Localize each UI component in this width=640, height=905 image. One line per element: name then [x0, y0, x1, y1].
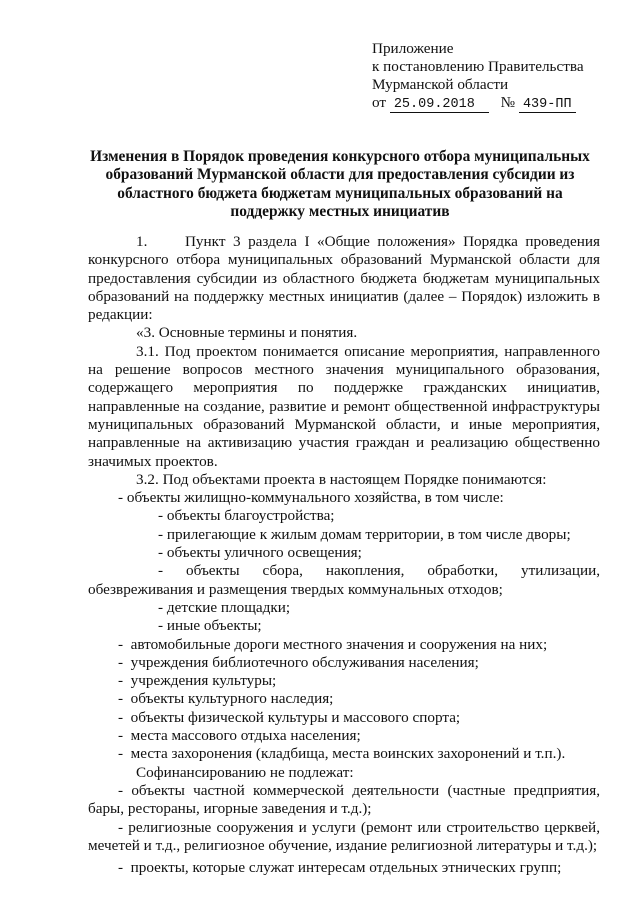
appendix-date-line [372, 94, 584, 114]
list-item-playgrounds: - детские площадки; [158, 598, 291, 616]
list-item-ethnic: - проекты, которые служат интересам отдельных этнических групп; [118, 859, 562, 877]
appendix-line2: к постановлению Правительства [372, 58, 584, 75]
appendix-number: 439-ПП [519, 97, 576, 113]
paragraph-terms: «3. Основные термины и понятия. [136, 324, 358, 342]
list-item-adjacent-territories: - прилегающие к жилым домам территории, в том числе дворы; [158, 525, 571, 543]
paragraph-1: 1. Пункт 3 раздела I «Общие положения» Порядка проведения конкурсного отбора муниципальных образований Мурманской области для предоставления субсидии из областного бюджета бюджетам муниципальных образований на поддержку местных инициатив (далее – Порядок) изложить в редакции: [88, 233, 600, 324]
paragraph-not-cofinanced: Софинансированию не подлежат: [136, 763, 354, 781]
list-item-libraries: - учреждения библиотечного обслуживания населения; [118, 653, 479, 671]
appendix-line1: Приложение [372, 40, 454, 57]
list-item-commercial [88, 782, 600, 819]
list-item-waste: - объекты сбора, накопления, обработки, утилизации, обезвреживания и размещения твердых коммунальных отходов; [88, 562, 600, 598]
list-item-religious: - религиозные сооружения и услуги (ремонт или строительство церквей, мечетей и т.д., религиозное обучение, издание религиозной литературы и т.д.); [88, 818, 600, 854]
list-item-housing: - объекты жилищно-коммунального хозяйства, в том числе: [118, 489, 504, 507]
paragraph-3-1: 3.1. Под проектом понимается описание мероприятия, направленного на решение вопросов местного значения муниципального образования, содержащего мероприятия по поддержке гражданских инициатив, направленные на создание, развитие и ремонт общественной инфраструктуры муниципальных образований Мурманской области, и иные мероприятия, направленные на активизацию участия граждан и реализацию общественно значимых проектов. [88, 342, 600, 470]
document-body [88, 233, 600, 877]
list-item-heritage: - объекты культурного наследия; [118, 690, 334, 708]
list-item-other-objects: - иные объекты; [158, 617, 262, 635]
appendix-line3: Мурманской области [372, 76, 509, 93]
appendix-number-sign: № [500, 94, 516, 111]
list-item-roads: - автомобильные дороги местного значения и сооружения на них; [118, 635, 548, 653]
appendix-date: 25.09.2018 [390, 97, 489, 113]
list-item-commercial-text: - объекты частной коммерческой деятельности (частные предприятия, бары, рестораны, игорные заведения и т.д.); [88, 781, 600, 818]
appendix-from: от [372, 94, 387, 111]
list-item-landscaping: - объекты благоустройства; [158, 507, 335, 525]
list-item-street-lighting: - объекты уличного освещения; [158, 544, 362, 562]
list-item-sports: - объекты физической культуры и массового спорта; [118, 708, 461, 726]
list-item-burial: - места захоронения (кладбища, места воинских захоронений и т.п.). [118, 745, 566, 763]
list-item-culture: - учреждения культуры; [118, 672, 277, 690]
appendix-block [372, 40, 584, 114]
list-item-recreation: - места массового отдыха населения; [118, 727, 361, 745]
paragraph-3-2: 3.2. Под объектами проекта в настоящем Порядке понимаются: [136, 470, 547, 488]
document-title: Изменения в Порядок проведения конкурсного отбора муниципальных образований Мурманской области для предоставления субсидии из областного бюджета бюджетам муниципальных образований на поддержку местных инициатив [90, 148, 590, 221]
